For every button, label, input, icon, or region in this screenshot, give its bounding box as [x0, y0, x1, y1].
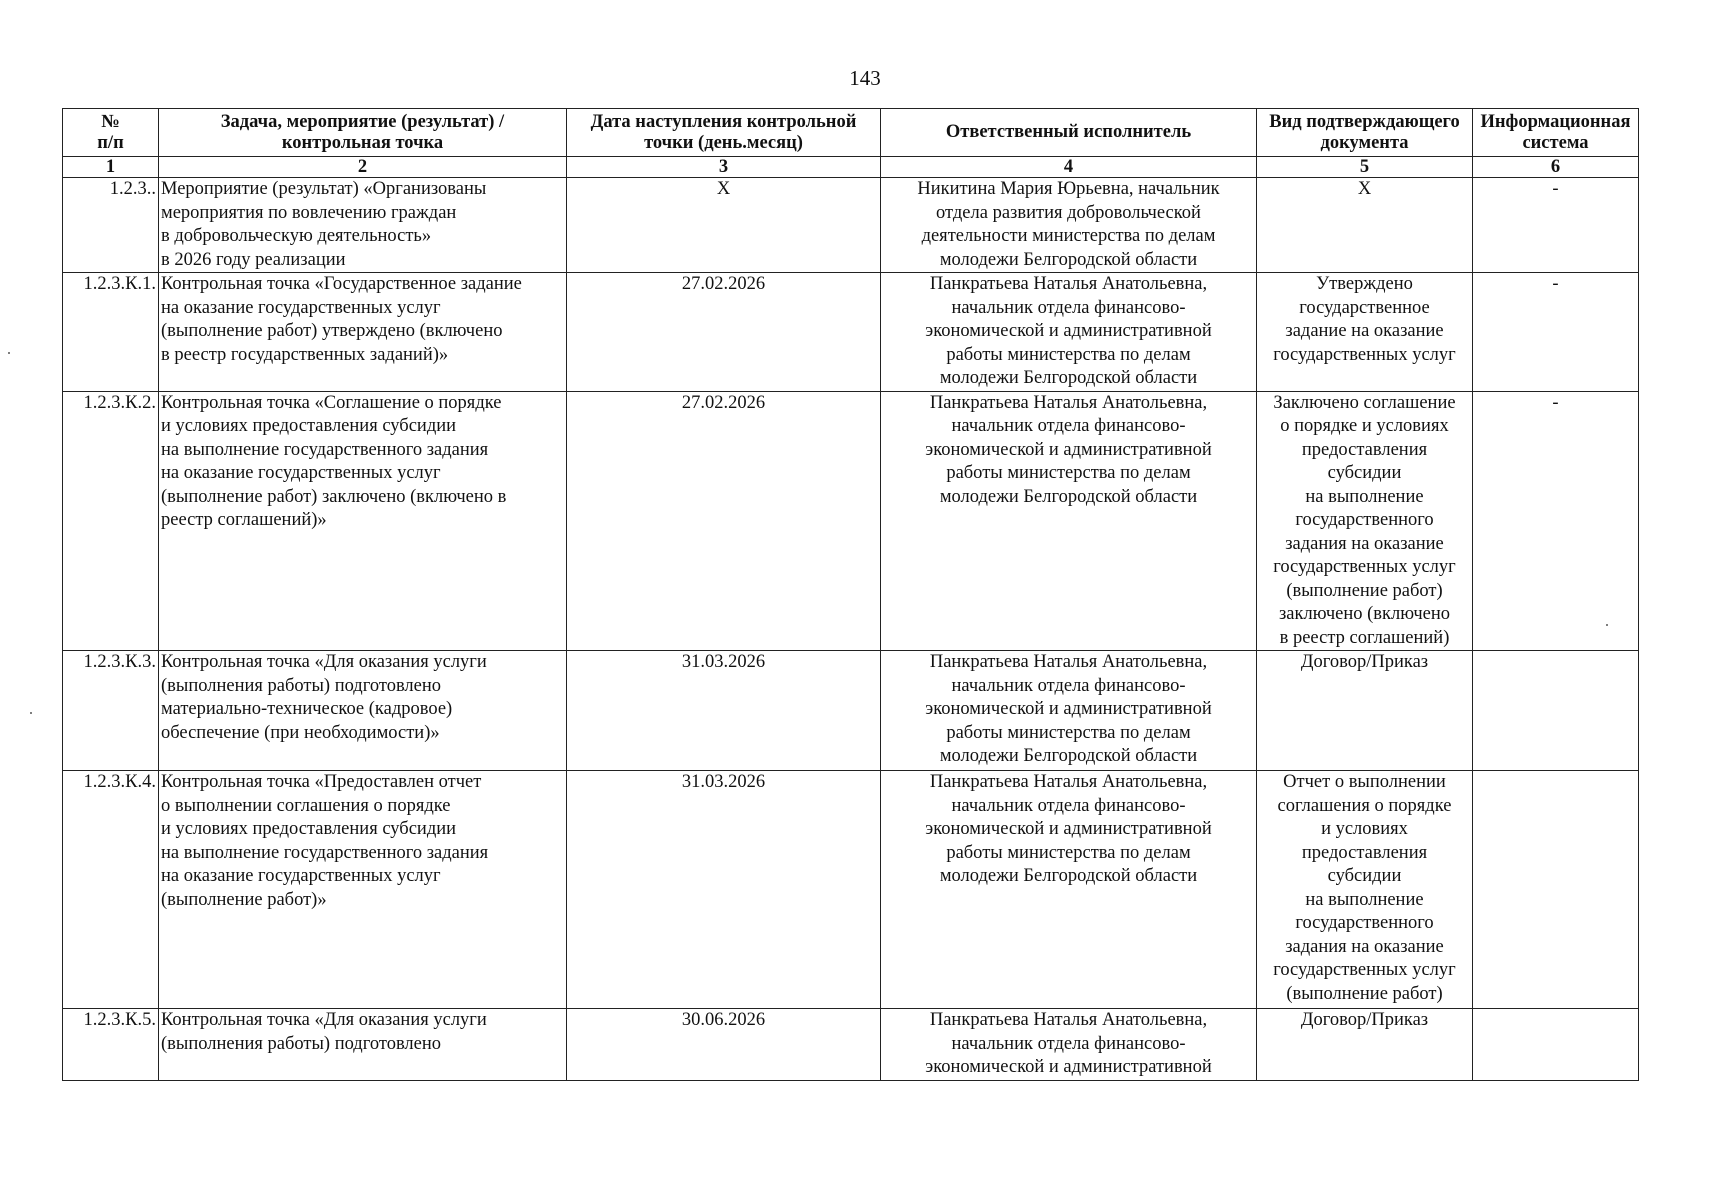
row-responsible: Панкратьева Наталья Анатольевна, начальник отдела финансово- экономической и административной работы министерства по делам молодежи Белгородской области [881, 391, 1257, 651]
row-system: - [1473, 391, 1639, 651]
table-row [63, 651, 1639, 771]
row-system [1473, 1009, 1639, 1081]
scan-speck [30, 712, 32, 714]
table-row [63, 1009, 1639, 1081]
row-document: Заключено соглашение о порядке и условиях предоставления субсидии на выполнение государственного задания на оказание государственных услуг (выполнение работ) заключено (включено в реестр соглашений) [1257, 391, 1473, 651]
row-responsible: Никитина Мария Юрьевна, начальник отдела развития добровольческой деятельности министерства по делам молодежи Белгородской области [881, 178, 1257, 273]
row-responsible: Панкратьева Наталья Анатольевна, начальник отдела финансово- экономической и административной работы министерства по делам молодежи Белгородской области [881, 273, 1257, 392]
row-date: 27.02.2026 [567, 391, 881, 651]
row-date: 27.02.2026 [567, 273, 881, 392]
row-system: - [1473, 178, 1639, 273]
row-system [1473, 651, 1639, 771]
column-number: 3 [567, 157, 881, 178]
row-number: 1.2.3.К.2. [63, 391, 159, 651]
column-number: 4 [881, 157, 1257, 178]
row-document: Утверждено государственное задание на оказание государственных услуг [1257, 273, 1473, 392]
row-number: 1.2.3.К.3. [63, 651, 159, 771]
column-number: 2 [159, 157, 567, 178]
table-row [63, 273, 1639, 392]
header-document: Вид подтверждающего документа [1257, 109, 1473, 157]
row-task: Контрольная точка «Для оказания услуги (выполнения работы) подготовлено материально-техническое (кадровое) обеспечение (при необходимости)» [159, 651, 567, 771]
row-number: 1.2.3.К.5. [63, 1009, 159, 1081]
row-document: Договор/Приказ [1257, 1009, 1473, 1081]
row-task: Контрольная точка «Соглашение о порядке и условиях предоставления субсидии на выполнение государственного задания на оказание государственных услуг (выполнение работ) заключено (включено в реестр соглашений)» [159, 391, 567, 651]
header-task: Задача, мероприятие (результат) / контрольная точка [159, 109, 567, 157]
row-responsible: Панкратьева Наталья Анатольевна, начальник отдела финансово- экономической и административной [881, 1009, 1257, 1081]
scan-speck [1606, 624, 1608, 626]
table-row [63, 178, 1639, 273]
control-points-table [62, 108, 1639, 1081]
column-number: 5 [1257, 157, 1473, 178]
header-number: № п/п [63, 109, 159, 157]
row-number: 1.2.3.К.4. [63, 771, 159, 1009]
row-system: - [1473, 273, 1639, 392]
header-responsible: Ответственный исполнитель [881, 109, 1257, 157]
row-number: 1.2.3.К.1. [63, 273, 159, 392]
row-system [1473, 771, 1639, 1009]
table-row [63, 771, 1639, 1009]
row-date: 31.03.2026 [567, 771, 881, 1009]
row-date: 30.06.2026 [567, 1009, 881, 1081]
scan-speck [8, 352, 10, 354]
row-task: Контрольная точка «Государственное задание на оказание государственных услуг (выполнение работ) утверждено (включено в реестр государственных заданий)» [159, 273, 567, 392]
row-task: Контрольная точка «Предоставлен отчет о выполнении соглашения о порядке и условиях предоставления субсидии на выполнение государственного задания на оказание государственных услуг (выполнение работ)» [159, 771, 567, 1009]
row-date: X [567, 178, 881, 273]
row-responsible: Панкратьева Наталья Анатольевна, начальник отдела финансово- экономической и административной работы министерства по делам молодежи Белгородской области [881, 771, 1257, 1009]
column-number: 1 [63, 157, 159, 178]
row-responsible: Панкратьева Наталья Анатольевна, начальник отдела финансово- экономической и административной работы министерства по делам молодежи Белгородской области [881, 651, 1257, 771]
header-system: Информационная система [1473, 109, 1639, 157]
page-number: 143 [849, 66, 881, 90]
row-document: X [1257, 178, 1473, 273]
table-header-row [63, 109, 1639, 157]
row-document: Договор/Приказ [1257, 651, 1473, 771]
row-document: Отчет о выполнении соглашения о порядке и условиях предоставления субсидии на выполнение государственного задания на оказание государственных услуг (выполнение работ) [1257, 771, 1473, 1009]
column-number-row [63, 157, 1639, 178]
row-date: 31.03.2026 [567, 651, 881, 771]
table-row [63, 391, 1639, 651]
header-date: Дата наступления контрольной точки (день.месяц) [567, 109, 881, 157]
column-number: 6 [1473, 157, 1639, 178]
row-task: Контрольная точка «Для оказания услуги (выполнения работы) подготовлено [159, 1009, 567, 1081]
row-number: 1.2.3.. [63, 178, 159, 273]
row-task: Мероприятие (результат) «Организованы мероприятия по вовлечению граждан в добровольческую деятельность» в 2026 году реализации [159, 178, 567, 273]
